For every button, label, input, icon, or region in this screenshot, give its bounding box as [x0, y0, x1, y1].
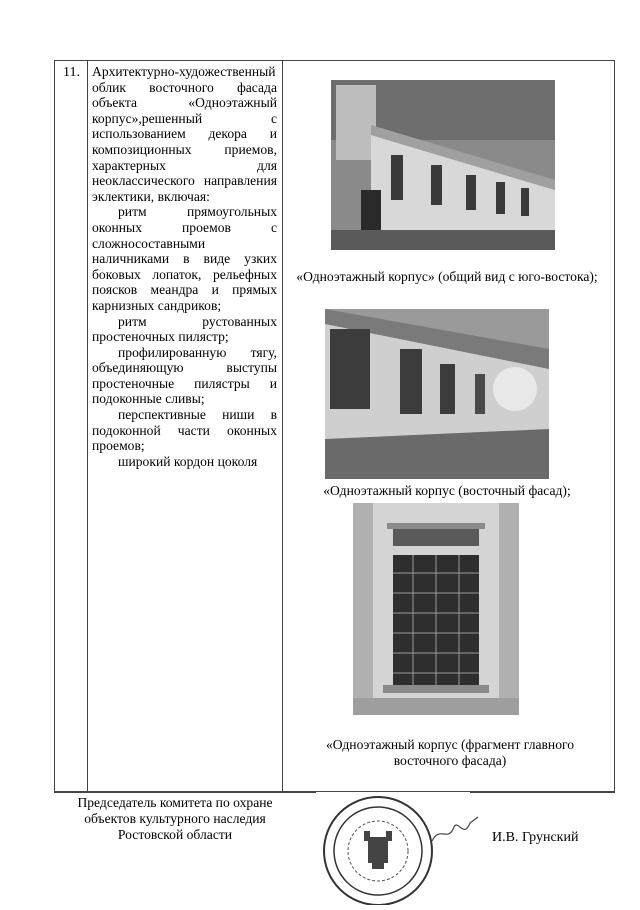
building-photo-southeast — [331, 80, 555, 250]
description-item: широкий кордон цоколя — [118, 453, 258, 469]
official-seal — [318, 793, 442, 910]
signature-line — [470, 792, 615, 793]
description-item: ритм прямоугольных оконных проемов с сложносоставными наличниками в виде узких боковых лопаток, рельефных поясков меандра и прямых карнизных сандриков; — [92, 204, 277, 313]
photo-caption: «Одноэтажный корпус (восточный фасад); — [323, 483, 571, 498]
column-divider — [282, 61, 283, 791]
description-cell — [92, 64, 277, 469]
signatory-name: И.В. Грунский — [492, 830, 579, 845]
description-item: профилированную тягу, объединяющую выступы простеночные пилястры и подоконные сливы; — [92, 344, 277, 407]
signature — [430, 815, 480, 850]
heritage-table — [54, 60, 615, 792]
description-intro: Архитектурно-художественный облик восточного фасада объекта «Одноэтажный корпус»,решенный с использованием декора и композиционных приемов, характерных для неоклассического направления эклектики, включая: — [92, 64, 277, 204]
signature-line — [54, 792, 316, 793]
chairman-title: Председатель комитета по охране объектов культурного наследия Ростовской области — [77, 795, 273, 842]
row-number: 11. — [63, 65, 80, 80]
photo-caption: «Одноэтажный корпус (фрагмент главного восточного фасада) — [325, 737, 575, 768]
description-item: ритм рустованных простеночных пилястр; — [92, 313, 277, 345]
building-photo-window-fragment — [353, 503, 519, 715]
building-photo-east-facade — [325, 309, 549, 479]
photo-caption: «Одноэтажный корпус» (общий вид с юго-востока); — [296, 269, 598, 284]
column-divider — [87, 61, 88, 791]
description-item: перспективные ниши в подоконной части оконных проемов; — [92, 407, 277, 454]
